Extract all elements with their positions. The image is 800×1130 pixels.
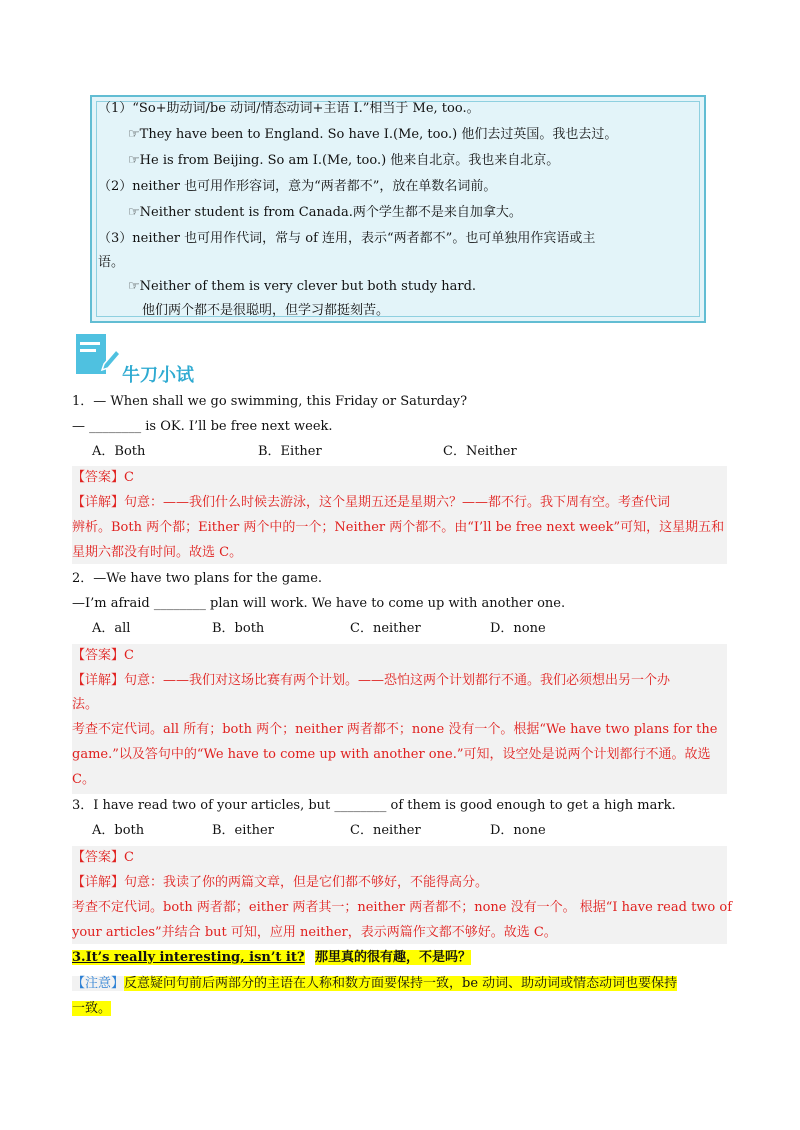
q2-detail: C。 bbox=[72, 772, 95, 787]
q3-stem: 3．I have read two of your articles, but ________ of them is good enough to get a high mark. bbox=[72, 798, 676, 813]
q2-detail: 【详解】句意：——我们对这场比赛有两个计划。——恐怕这两个计划都行不通。我们必须想出另一个办 bbox=[72, 673, 671, 688]
q1-answer: 【答案】C bbox=[72, 470, 134, 485]
q3-answer: 【答案】C bbox=[72, 850, 134, 865]
section-title: 牛刀小试 bbox=[122, 365, 194, 386]
note-text: 反意疑问句前后两部分的主语在人称和数方面要保持一致，be 动词、助动词或情态动词也要保持 bbox=[124, 976, 678, 991]
point3-heading bbox=[72, 949, 471, 967]
note-example: ☞They have been to England. So have I.(Me, too.) 他们去过英国。我也去过。 bbox=[128, 127, 618, 142]
q2-answer: 【答案】C bbox=[72, 648, 134, 663]
point3-note-cont bbox=[72, 1000, 111, 1018]
q2-detail: game.”以及答句中的“We have to come up with another one.”可知，设空处是说两个计划都行不通。故选 bbox=[72, 747, 711, 762]
q1-option-b: B．Either bbox=[258, 444, 322, 459]
q3-option-a: A．both bbox=[92, 823, 145, 838]
note-line: （2）neither 也可用作形容词，意为“两者都不”，放在单数名词前。 bbox=[98, 179, 497, 194]
grammar-note-box bbox=[90, 95, 706, 323]
q2-stem: 2．—We have two plans for the game. bbox=[72, 571, 323, 586]
q3-option-c: C．neither bbox=[350, 823, 421, 838]
q2-detail: 考查不定代词。all 所有；both 两个；neither 两者都不；none 没有一个。根据“We have two plans for the bbox=[72, 722, 718, 737]
note-example: ☞Neither of them is very clever but both study hard. bbox=[128, 279, 477, 294]
q3-option-b: B．either bbox=[212, 823, 274, 838]
point3-note bbox=[72, 975, 677, 993]
note-example: ☞He is from Beijing. So am I.(Me, too.) 他来自北京。我也来自北京。 bbox=[128, 153, 560, 168]
q1-detail: 星期六都没有时间。故选 C。 bbox=[72, 545, 243, 560]
q3-detail: your articles”并结合 but 可知，应用 neither，表示两篇作文都不够好。故选 C。 bbox=[72, 925, 557, 940]
q2-detail: 法。 bbox=[72, 697, 99, 712]
q1-option-a: A．Both bbox=[92, 444, 146, 459]
q2-option-b: B．both bbox=[212, 621, 265, 636]
q1-stem: 1．— When shall we go swimming, this Friday or Saturday? bbox=[72, 394, 468, 409]
q1-detail: 辨析。Both 两个都；Either 两个中的一个；Neither 两个都不。由“I’ll be free next week”可知，这星期五和 bbox=[72, 520, 725, 535]
q2-option-d: D．none bbox=[490, 621, 546, 636]
note-text: 一致。 bbox=[72, 1001, 112, 1016]
q1-blank-line: — ________ is OK. I’ll be free next week. bbox=[72, 419, 333, 434]
point3-translation: 那里真的很有趣，不是吗？ bbox=[315, 950, 472, 965]
q1-option-c: C．Neither bbox=[443, 444, 517, 459]
q2-answer-panel bbox=[72, 644, 727, 794]
note-label: 【注意】 bbox=[72, 976, 125, 991]
q2-option-a: A．all bbox=[92, 621, 131, 636]
q3-option-d: D．none bbox=[490, 823, 546, 838]
point3-title: 3.It’s really interesting, isn’t it? bbox=[72, 950, 305, 965]
note-example: ☞Neither student is from Canada.两个学生都不是来自加拿大。 bbox=[128, 205, 522, 220]
q3-detail: 【详解】句意：我读了你的两篇文章，但是它们都不够好，不能得高分。 bbox=[72, 875, 489, 890]
note-line: （1）“So+助动词/be 动词/情态动词+主语 I.”相当于 Me, too.。 bbox=[98, 101, 480, 116]
q2-blank-line: —I’m afraid ________ plan will work. We have to come up with another one. bbox=[72, 596, 566, 611]
q3-detail: 考查不定代词。both 两者都；either 两者其一；neither 两者都不；none 没有一个。 根据“I have read two of bbox=[72, 900, 733, 915]
q2-option-c: C．neither bbox=[350, 621, 421, 636]
notepad-pencil-icon bbox=[74, 330, 120, 378]
q1-detail: 【详解】句意：——我们什么时候去游泳，这个星期五还是星期六？——都不行。我下周有空。考查代词 bbox=[72, 495, 671, 510]
note-line: 语。 bbox=[98, 255, 125, 270]
note-translation: 他们两个都不是很聪明，但学习都挺刻苦。 bbox=[142, 303, 390, 318]
note-line: （3）neither 也可用作代词，常与 of 连用，表示“两者都不”。也可单独用作宾语或主 bbox=[98, 231, 596, 246]
